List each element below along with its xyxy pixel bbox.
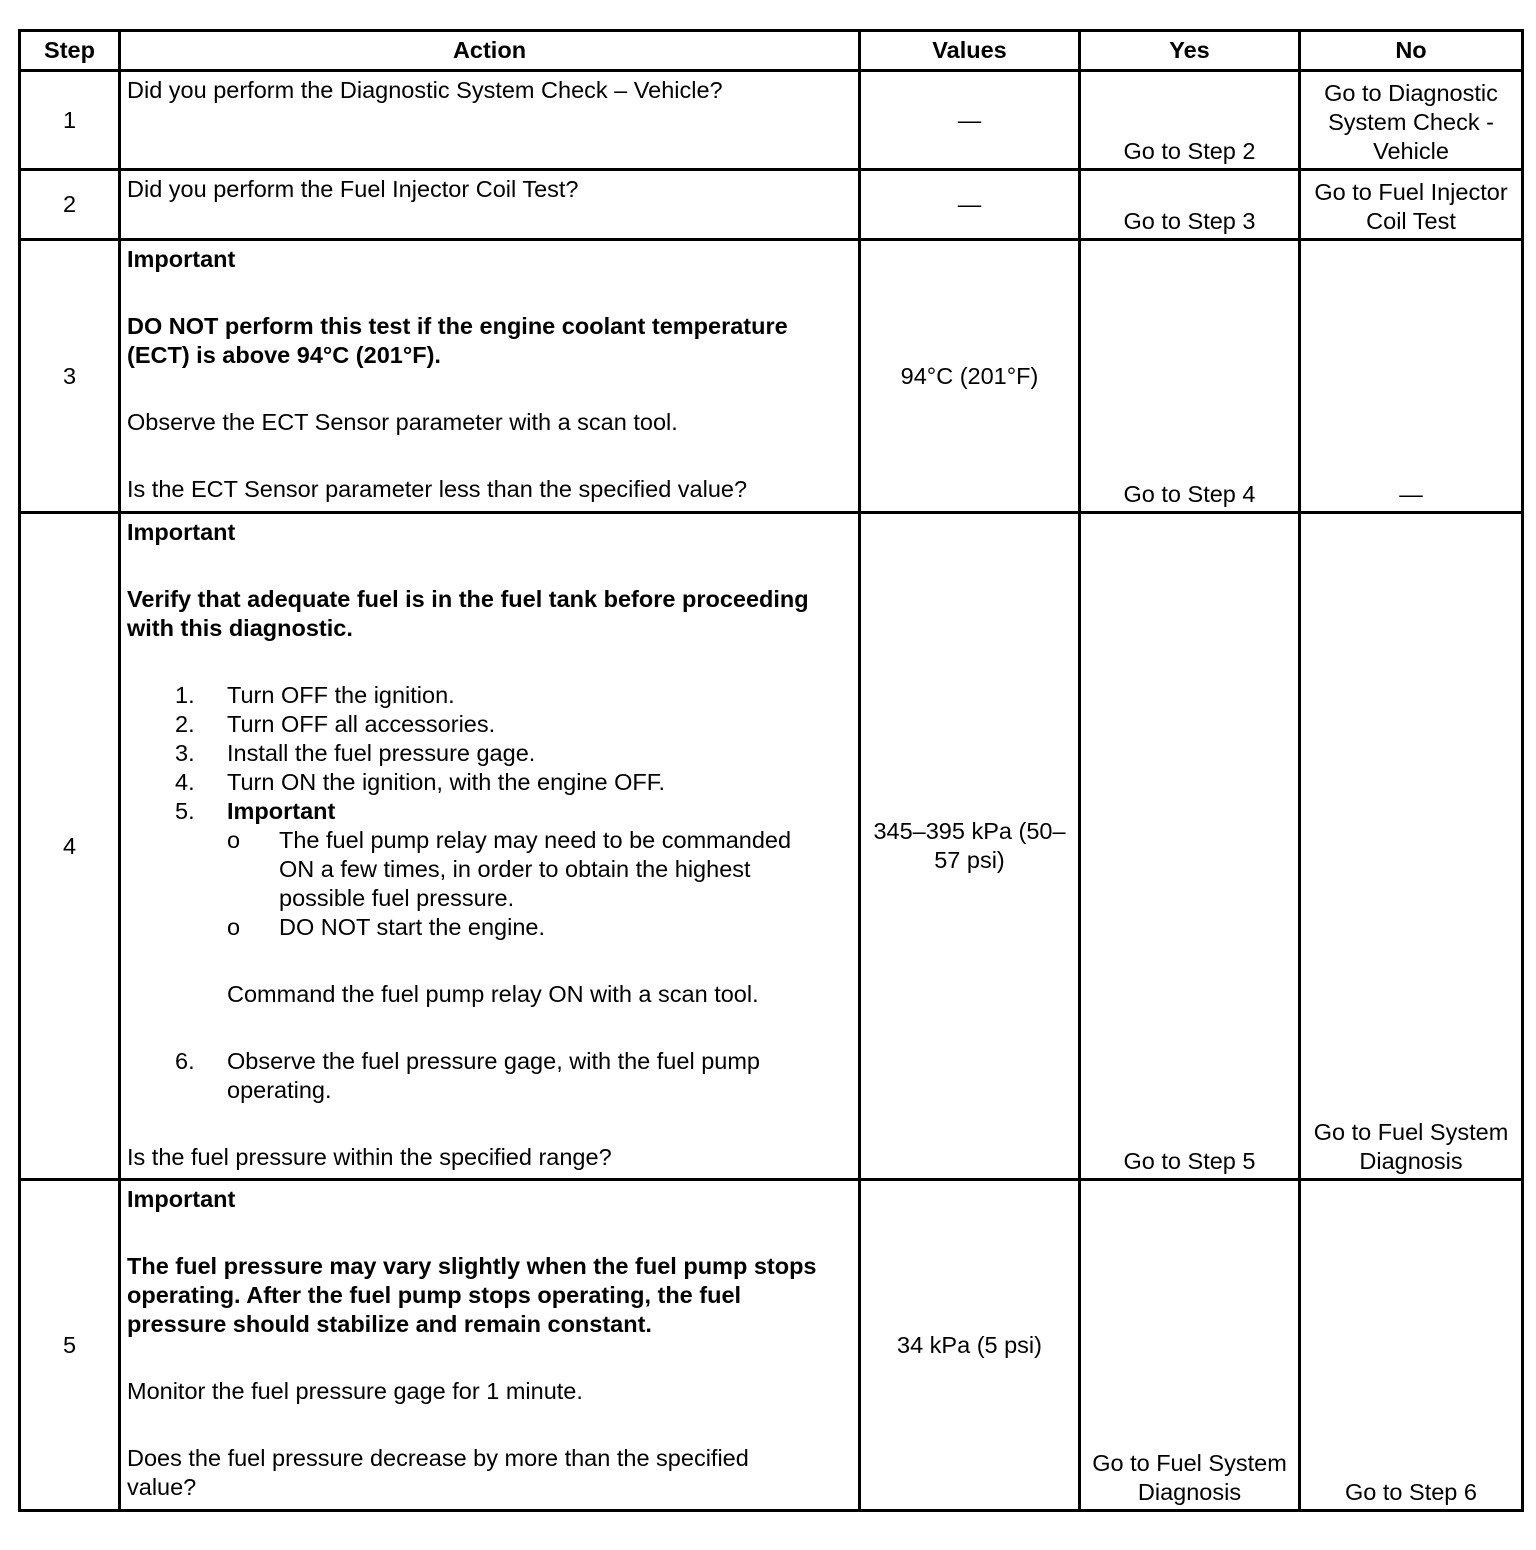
list-item	[127, 681, 854, 710]
list-item	[127, 768, 854, 797]
step-number: 2	[20, 170, 120, 240]
sub-list-text: The fuel pump relay may need to be commanded ON a few times, in order to obtain the highest possible fuel pressure.	[279, 827, 792, 911]
list-text: Observe the fuel pressure gage, with the fuel pump operating.	[227, 1048, 760, 1103]
value-cell: 94°C (201°F)	[860, 240, 1080, 513]
action-question: Did you perform the Fuel Injector Coil Test?	[127, 176, 579, 202]
important-label: Important	[127, 1186, 236, 1212]
step-number: 5	[20, 1180, 120, 1511]
header-row	[20, 31, 1523, 71]
action-question: Is the fuel pressure within the specified range?	[127, 1144, 612, 1170]
action-text	[120, 170, 860, 240]
table-row	[20, 71, 1523, 170]
sub-list-item	[179, 913, 854, 942]
yes-cell: Go to Fuel System Diagnosis	[1080, 1180, 1300, 1511]
header-no: No	[1300, 31, 1523, 71]
header-step: Step	[20, 31, 120, 71]
step-number: 1	[20, 71, 120, 170]
list-text: Turn OFF the ignition.	[227, 682, 455, 708]
table-row	[20, 513, 1523, 1180]
list-text: Turn ON the ignition, with the engine OFF.	[227, 769, 666, 795]
list-number: 3.	[175, 740, 195, 766]
important-label: Important	[127, 246, 236, 272]
important-text: Verify that adequate fuel is in the fuel tank before proceeding with this diagnostic.	[127, 586, 809, 641]
list-number: 2.	[175, 711, 195, 737]
instruction-text: Monitor the fuel pressure gage for 1 minute.	[127, 1378, 583, 1404]
instruction-text: Observe the ECT Sensor parameter with a scan tool.	[127, 409, 678, 435]
value-cell: 34 kPa (5 psi)	[860, 1180, 1080, 1511]
action-question: Does the fuel pressure decrease by more than the specified value?	[127, 1445, 749, 1500]
step-number: 3	[20, 240, 120, 513]
table-row	[20, 170, 1523, 240]
yes-cell: Go to Step 4	[1080, 240, 1300, 513]
list-item	[127, 1047, 854, 1105]
action-text	[120, 240, 860, 513]
no-cell: Go to Diagnostic System Check - Vehicle	[1300, 71, 1523, 170]
action-question: Did you perform the Diagnostic System Check – Vehicle?	[127, 77, 723, 103]
header-action: Action	[120, 31, 860, 71]
important-text: DO NOT perform this test if the engine coolant temperature (ECT) is above 94°C (201°F).	[127, 313, 788, 368]
list-text: Turn OFF all accessories.	[227, 711, 496, 737]
header-yes: Yes	[1080, 31, 1300, 71]
list-item	[127, 797, 854, 826]
procedure-list	[127, 1047, 854, 1105]
list-item	[127, 739, 854, 768]
important-text: The fuel pressure may vary slightly when the fuel pump stops operating. After the fuel pump stops operating, the fuel pressure should stabilize and remain constant.	[127, 1253, 817, 1337]
list-number: 5.	[175, 798, 195, 824]
list-number: 1.	[175, 682, 195, 708]
list-number: 4.	[175, 769, 195, 795]
value-cell: —	[860, 71, 1080, 170]
step-number: 4	[20, 513, 120, 1180]
list-item	[127, 710, 854, 739]
no-cell: Go to Fuel System Diagnosis	[1300, 513, 1523, 1180]
header-values: Values	[860, 31, 1080, 71]
bullet-icon: o	[227, 827, 241, 853]
value-cell: —	[860, 170, 1080, 240]
sub-list-item	[179, 826, 854, 913]
diagnostic-table	[18, 29, 1524, 1512]
yes-cell: Go to Step 5	[1080, 513, 1300, 1180]
list-number: 6.	[175, 1048, 195, 1074]
no-cell: Go to Step 6	[1300, 1180, 1523, 1511]
yes-cell: Go to Step 2	[1080, 71, 1300, 170]
action-text	[120, 513, 860, 1180]
instruction-text: Command the fuel pump relay ON with a scan tool.	[227, 981, 759, 1007]
bullet-icon: o	[227, 914, 241, 940]
action-question: Is the ECT Sensor parameter less than the specified value?	[127, 476, 748, 502]
yes-cell: Go to Step 3	[1080, 170, 1300, 240]
sub-list-text: DO NOT start the engine.	[279, 914, 546, 940]
no-cell: Go to Fuel Injector Coil Test	[1300, 170, 1523, 240]
important-label: Important	[127, 519, 236, 545]
procedure-list	[127, 681, 854, 826]
sub-list	[127, 826, 854, 942]
table-row	[20, 1180, 1523, 1511]
value-cell: 345–395 kPa (50–57 psi)	[860, 513, 1080, 1180]
action-text	[120, 1180, 860, 1511]
no-cell: —	[1300, 240, 1523, 513]
list-text: Important	[227, 798, 336, 824]
action-text	[120, 71, 860, 170]
list-text: Install the fuel pressure gage.	[227, 740, 536, 766]
table-row	[20, 240, 1523, 513]
